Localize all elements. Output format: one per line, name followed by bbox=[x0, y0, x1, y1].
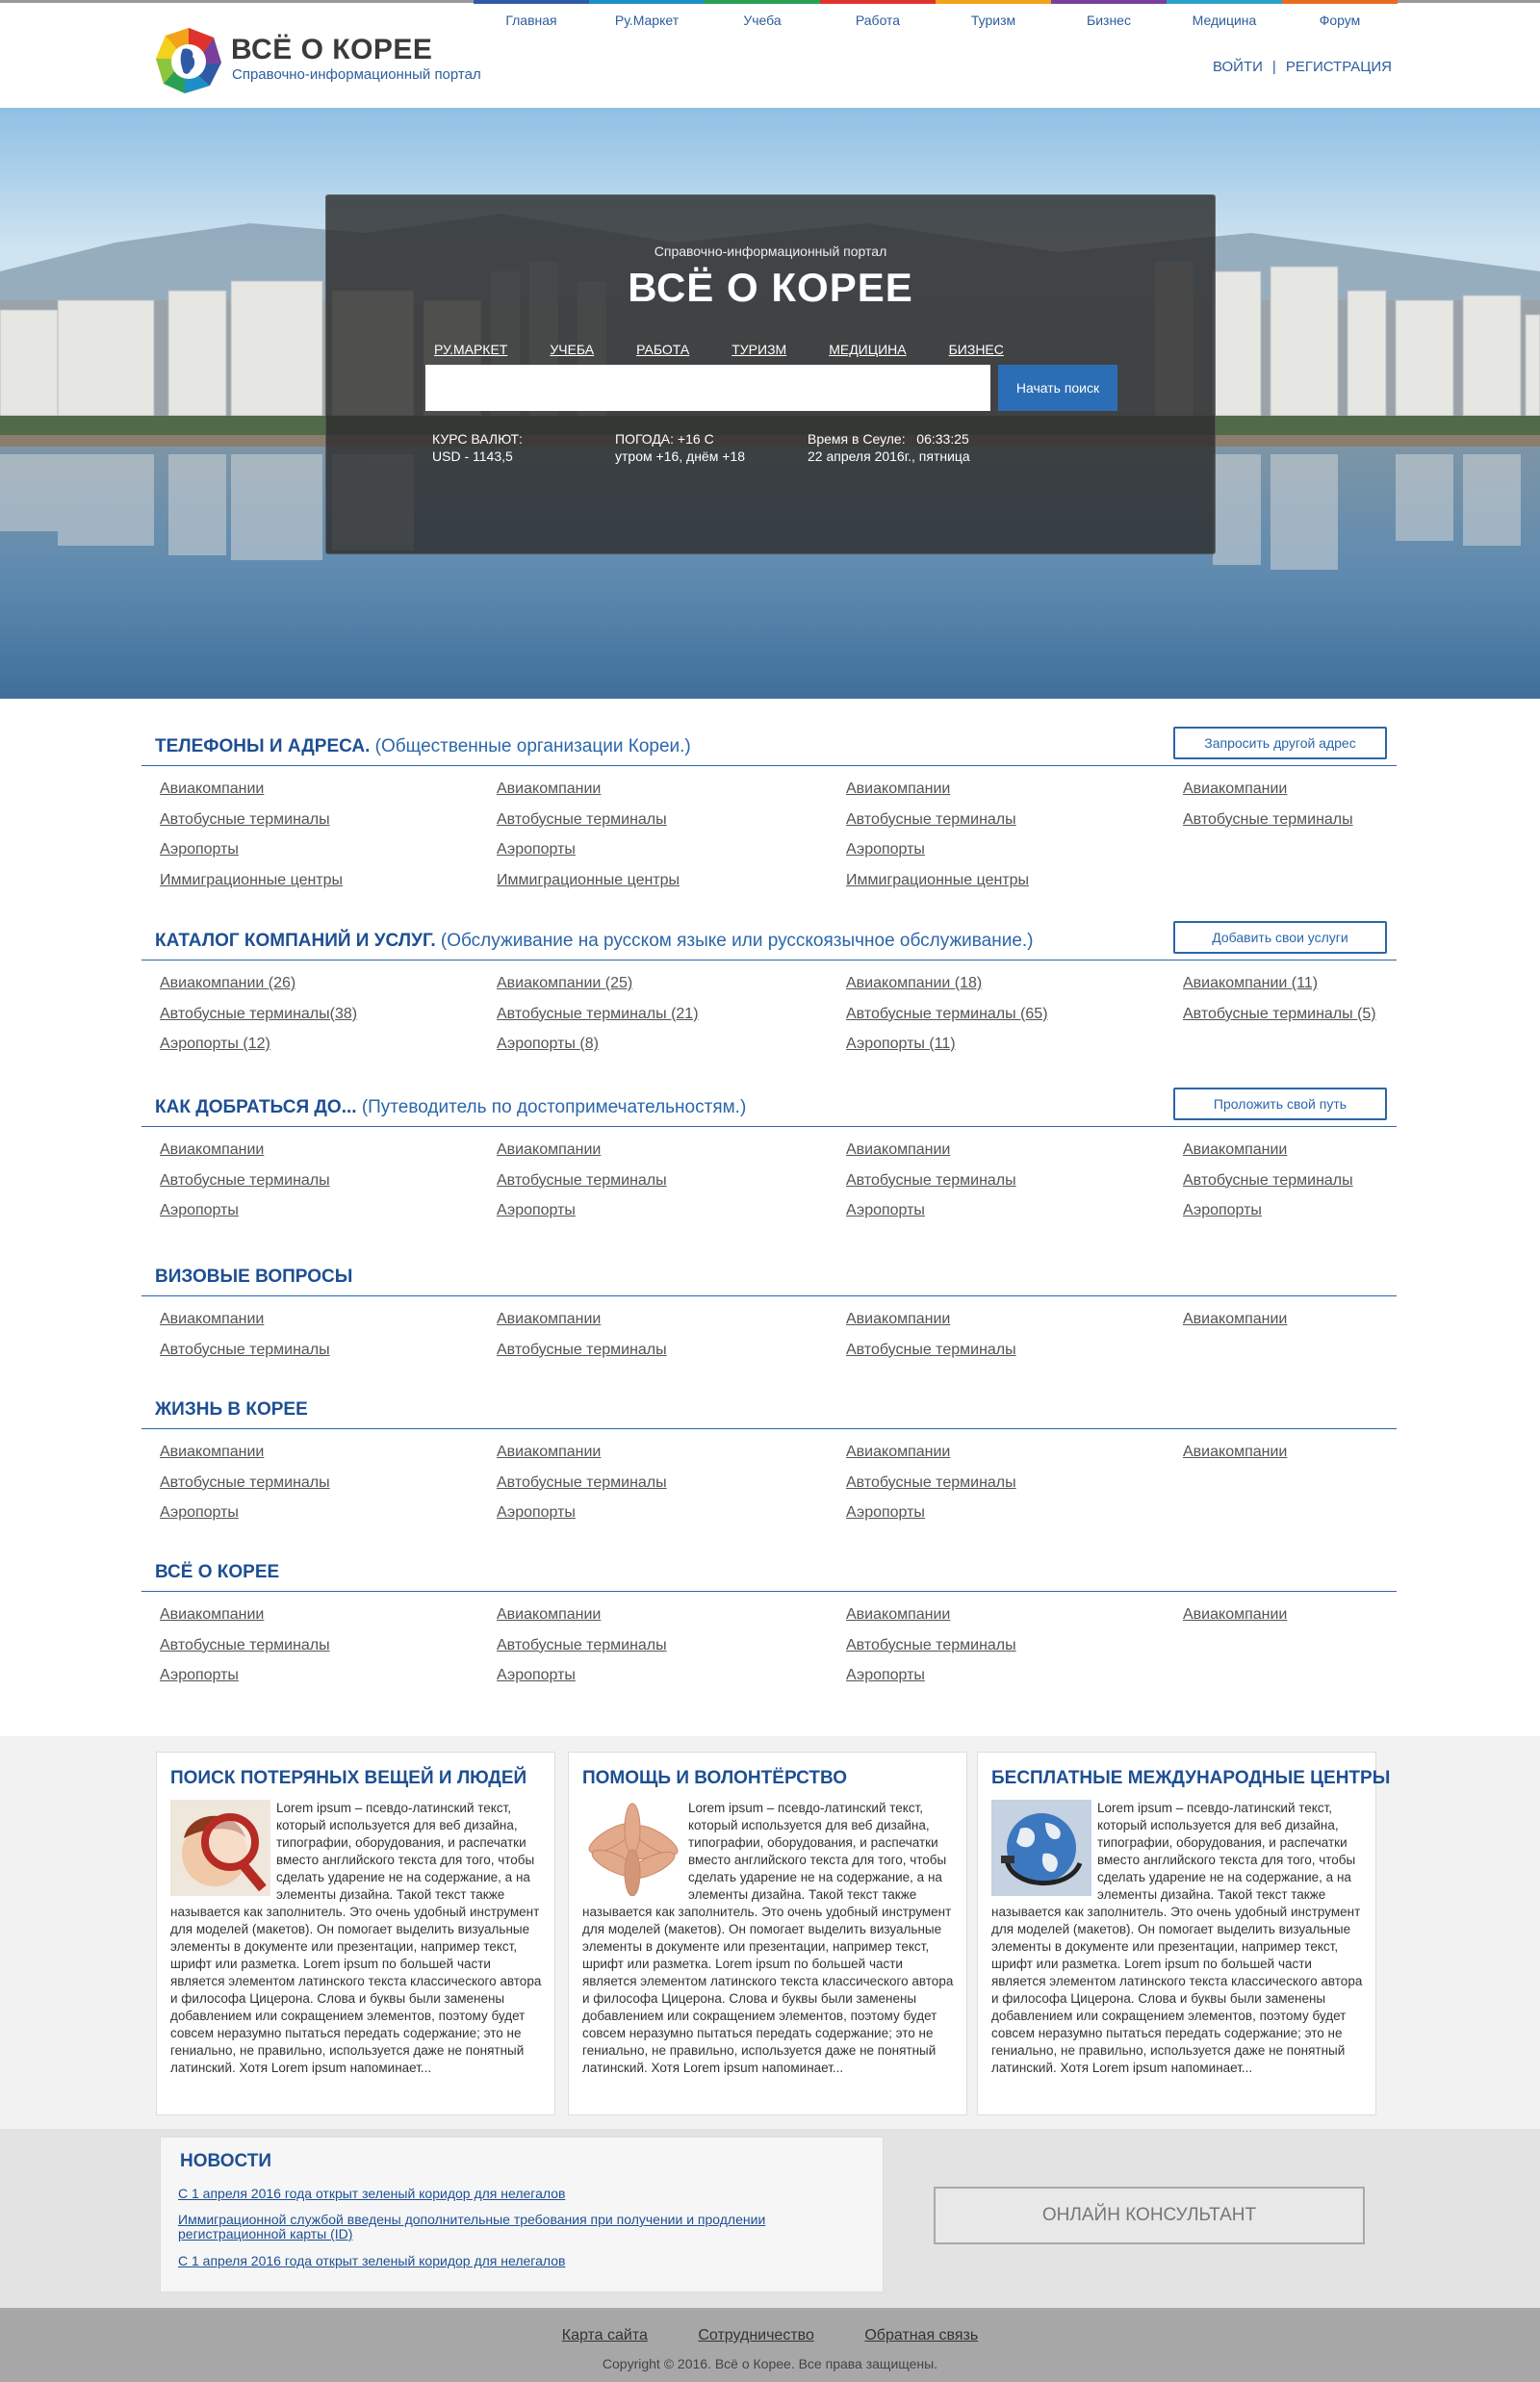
directory-link[interactable]: Иммиграционные центры bbox=[846, 871, 1030, 888]
logo-title[interactable]: ВСЁ О КОРЕЕ bbox=[231, 34, 433, 65]
weather-value: утром +16, днём +18 bbox=[615, 448, 745, 464]
directory-link[interactable]: Аэропорты bbox=[846, 1504, 925, 1521]
link-column bbox=[846, 1600, 1016, 1691]
logo-subtitle: Справочно-информационный портал bbox=[232, 66, 481, 83]
link-column bbox=[160, 1135, 330, 1226]
link-column bbox=[846, 1437, 1016, 1528]
section-title bbox=[155, 1562, 279, 1583]
search-tab[interactable]: ТУРИЗМ bbox=[732, 342, 787, 357]
directory-link[interactable]: Автобусные терминалы(38) bbox=[160, 1005, 358, 1022]
search-tab[interactable]: УЧЕБА bbox=[550, 342, 595, 357]
login-link[interactable]: ВОЙТИ bbox=[1213, 59, 1263, 75]
directory-section bbox=[141, 1094, 1397, 1218]
directory-link[interactable]: Авиакомпании bbox=[160, 1444, 265, 1460]
directory-link[interactable]: Автобусные терминалы bbox=[846, 1341, 1016, 1358]
section-header bbox=[141, 1094, 1397, 1127]
section-title bbox=[155, 736, 691, 757]
directory-link[interactable]: Аэропорты bbox=[160, 1202, 239, 1218]
directory-link[interactable]: Авиакомпании bbox=[160, 1141, 265, 1158]
directory-section bbox=[141, 733, 1397, 888]
section-header bbox=[141, 1559, 1397, 1592]
directory-link[interactable]: Аэропорты bbox=[160, 841, 239, 858]
feature-card[interactable] bbox=[156, 1752, 555, 2115]
section-title bbox=[155, 1097, 746, 1118]
card-title[interactable]: ПОМОЩЬ И ВОЛОНТЁРСТВО bbox=[582, 1768, 848, 1788]
weather-label: ПОГОДА: +16 С bbox=[615, 431, 714, 447]
search-tab[interactable]: РАБОТА bbox=[636, 342, 690, 357]
directory-link[interactable]: Авиакомпании bbox=[846, 1311, 951, 1327]
section-action-button[interactable]: Добавить свои услуги bbox=[1173, 921, 1387, 954]
directory-link[interactable]: Авиакомпании bbox=[1183, 1311, 1288, 1327]
feature-card[interactable] bbox=[568, 1752, 967, 2115]
news-item[interactable]: С 1 апреля 2016 года открыт зеленый коридор для нелегалов bbox=[178, 2253, 566, 2268]
directory-section bbox=[141, 928, 1397, 1052]
directory-link[interactable]: Аэропорты bbox=[846, 1202, 925, 1218]
card-title[interactable]: БЕСПЛАТНЫЕ МЕЖДУНАРОДНЫЕ ЦЕНТРЫ bbox=[991, 1768, 1391, 1788]
nav-item[interactable]: Туризм bbox=[936, 0, 1051, 32]
directory-link[interactable]: Автобусные терминалы bbox=[846, 1473, 1016, 1491]
link-column bbox=[497, 1600, 667, 1691]
copyright: Copyright © 2016. Всё о Корее. Все права защищены. bbox=[602, 2356, 938, 2371]
directory-link[interactable]: Авиакомпании bbox=[160, 781, 265, 797]
news-item[interactable]: Иммиграционной службой введены дополнительные требования при получении и продлении регистрационной карты (ID) bbox=[178, 2212, 766, 2241]
card-text: Lorem ipsum – псевдо-латинский текст, который используется для веб дизайна, типографии, оборудования, и распечатки вместо английского текста для того, чтобы сделать ударение не на содержание, а на элементы дизайна. Такой текст также называется как заполнитель. Это очень удобный инструмент для моделей (макетов). Он помогает выделить визуальные элементы в документе или презентации, например текст, шрифт или разметка. Lorem ipsum по большей части является элементом латинского текста классического автора и философа Цицерона. Слова и буквы были заменены добавлением или сокращением элементов, поэтому будет совсем неразумно пытаться передать содержание; это не гениально, не правильно, используется даже не понятный латинский. Хотя Lorem ipsum напоминает... bbox=[991, 1801, 1363, 2075]
directory-link[interactable]: Авиакомпании bbox=[1183, 1444, 1288, 1460]
news-title: НОВОСТИ bbox=[180, 2151, 272, 2171]
section-title bbox=[155, 1399, 308, 1421]
directory-link[interactable]: Автобусные терминалы bbox=[497, 1341, 667, 1358]
card-image bbox=[582, 1800, 688, 1898]
hero-title: ВСЁ О КОРЕЕ bbox=[628, 265, 913, 310]
directory-link[interactable]: Авиакомпании bbox=[497, 1444, 602, 1460]
directory-link[interactable]: Авиакомпании bbox=[846, 781, 951, 797]
directory-link[interactable]: Автобусные терминалы bbox=[497, 1636, 667, 1653]
section-header bbox=[141, 928, 1397, 960]
link-column bbox=[160, 968, 357, 1060]
nav-item[interactable]: Работа bbox=[820, 0, 936, 32]
directory-link[interactable]: Авиакомпании bbox=[160, 1606, 265, 1623]
footer-link-sitemap[interactable]: Карта сайта bbox=[561, 2327, 648, 2344]
directory-link[interactable]: Автобусные терминалы bbox=[160, 1473, 330, 1491]
directory-link[interactable]: Аэропорты bbox=[497, 1667, 576, 1683]
date-value: 22 апреля 2016г., пятница bbox=[808, 448, 970, 464]
directory-link[interactable]: Авиакомпании bbox=[1183, 1141, 1288, 1158]
directory-link[interactable]: Автобусные терминалы bbox=[1183, 1171, 1353, 1189]
register-link[interactable]: РЕГИСТРАЦИЯ bbox=[1285, 59, 1392, 75]
directory-link[interactable]: Авиакомпании bbox=[846, 1606, 951, 1623]
directory-link[interactable]: Авиакомпании bbox=[497, 1141, 602, 1158]
directory-link[interactable]: Аэропорты (11) bbox=[846, 1036, 956, 1052]
hero-subtitle: Справочно-информационный портал bbox=[654, 243, 887, 259]
directory-link[interactable]: Автобусные терминалы bbox=[1183, 810, 1353, 828]
section-subtitle: (Общественные организации Кореи.) bbox=[374, 736, 691, 756]
link-column bbox=[1183, 1304, 1287, 1335]
section-title-text: КАК ДОБРАТЬСЯ ДО... bbox=[155, 1097, 357, 1117]
time-widget bbox=[808, 430, 970, 465]
time-value: 06:33:25 bbox=[916, 431, 969, 447]
directory-link[interactable]: Авиакомпании bbox=[1183, 781, 1288, 797]
link-column bbox=[160, 1600, 330, 1691]
nav-item[interactable]: Ру.Маркет bbox=[589, 0, 705, 32]
directory-link[interactable]: Аэропорты (8) bbox=[497, 1036, 599, 1052]
search-input[interactable] bbox=[425, 365, 990, 411]
section-title-text: ВИЗОВЫЕ ВОПРОСЫ bbox=[155, 1267, 353, 1287]
link-column bbox=[846, 774, 1029, 895]
directory-link[interactable]: Аэропорты bbox=[846, 841, 925, 858]
section-subtitle: (Обслуживание на русском языке или русскоязычное обслуживание.) bbox=[440, 931, 1034, 951]
link-column bbox=[160, 1304, 330, 1365]
link-column bbox=[160, 1437, 330, 1528]
section-title bbox=[155, 1267, 352, 1288]
time-label: Время в Сеуле: bbox=[808, 431, 906, 447]
directory-link[interactable]: Авиакомпании bbox=[497, 781, 602, 797]
section-title bbox=[155, 931, 1034, 952]
directory-link[interactable]: Иммиграционные центры bbox=[160, 871, 344, 888]
directory-link[interactable]: Автобусные терминалы bbox=[497, 1171, 667, 1189]
search-button[interactable]: Начать поиск bbox=[998, 365, 1117, 411]
link-column bbox=[846, 1135, 1016, 1226]
section-action-button[interactable]: Проложить свой путь bbox=[1173, 1088, 1387, 1120]
search-tab[interactable]: БИЗНЕС bbox=[948, 342, 1004, 357]
link-column bbox=[497, 1304, 667, 1365]
news-box bbox=[160, 2137, 884, 2292]
auth-links bbox=[1213, 59, 1392, 75]
section-title-text: КАТАЛОГ КОМПАНИЙ И УСЛУГ. bbox=[155, 931, 436, 951]
directory-link[interactable]: Авиакомпании (18) bbox=[846, 975, 983, 991]
nav-item[interactable]: Форум bbox=[1282, 0, 1398, 32]
directory-link[interactable]: Аэропорты bbox=[160, 1504, 239, 1521]
currency-value: USD - 1143,5 bbox=[432, 448, 513, 464]
directory-link[interactable]: Авиакомпании (26) bbox=[160, 975, 296, 991]
directory-link[interactable]: Аэропорты bbox=[497, 841, 576, 858]
nav-item[interactable]: Главная bbox=[474, 0, 589, 32]
logo-icon[interactable] bbox=[154, 26, 223, 95]
footer bbox=[0, 2308, 1540, 2382]
link-column bbox=[1183, 1600, 1287, 1630]
nav-item[interactable]: Медицина bbox=[1167, 0, 1282, 32]
online-consultant-button[interactable]: ОНЛАЙН КОНСУЛЬТАНТ bbox=[934, 2187, 1365, 2244]
directory-link[interactable]: Автобусные терминалы bbox=[160, 1171, 330, 1189]
directory-link[interactable]: Авиакомпании bbox=[846, 1141, 951, 1158]
nav-item[interactable]: Бизнес bbox=[1051, 0, 1167, 32]
link-column bbox=[1183, 1135, 1353, 1226]
directory-link[interactable]: Автобусные терминалы bbox=[497, 1473, 667, 1491]
directory-link[interactable]: Аэропорты bbox=[497, 1202, 576, 1218]
directory-link[interactable]: Аэропорты bbox=[160, 1667, 239, 1683]
directory-link[interactable]: Иммиграционные центры bbox=[497, 871, 680, 888]
header bbox=[0, 0, 1540, 108]
currency-widget bbox=[432, 430, 523, 465]
card-image bbox=[991, 1800, 1097, 1898]
footer-link-cooperation[interactable]: Сотрудничество bbox=[698, 2327, 814, 2344]
card-title[interactable]: ПОИСК ПОТЕРЯНЫХ ВЕЩЕЙ И ЛЮДЕЙ bbox=[170, 1768, 527, 1788]
directory-link[interactable]: Авиакомпании (25) bbox=[497, 975, 633, 991]
link-column bbox=[497, 1437, 667, 1528]
auth-separator: | bbox=[1271, 59, 1276, 75]
directory-link[interactable]: Автобусные терминалы bbox=[846, 810, 1016, 828]
directory-link[interactable]: Автобусные терминалы bbox=[160, 1341, 330, 1358]
link-column bbox=[1183, 968, 1376, 1029]
directory-link[interactable]: Авиакомпании bbox=[160, 1311, 265, 1327]
link-column bbox=[497, 968, 699, 1060]
directory-link[interactable]: Авиакомпании bbox=[846, 1444, 951, 1460]
link-column bbox=[1183, 774, 1353, 834]
link-column bbox=[846, 1304, 1016, 1365]
top-nav bbox=[474, 3, 1398, 32]
directory-link[interactable]: Автобусные терминалы bbox=[846, 1171, 1016, 1189]
directory-link[interactable]: Автобусные терминалы (21) bbox=[497, 1005, 699, 1022]
search-tab[interactable]: РУ.МАРКЕТ bbox=[434, 342, 508, 357]
card-image bbox=[170, 1800, 276, 1898]
directory-link[interactable]: Автобусные терминалы bbox=[497, 810, 667, 828]
section-header bbox=[141, 1264, 1397, 1296]
directory-link[interactable]: Автобусные терминалы bbox=[160, 810, 330, 828]
section-header bbox=[141, 1396, 1397, 1429]
directory-link[interactable]: Автобусные терминалы (5) bbox=[1183, 1005, 1376, 1022]
directory-link[interactable]: Авиакомпании (11) bbox=[1183, 975, 1319, 991]
section-title-text: ТЕЛЕФОНЫ И АДРЕСА. bbox=[155, 736, 371, 756]
directory-link[interactable]: Авиакомпании bbox=[497, 1606, 602, 1623]
card-text: Lorem ipsum – псевдо-латинский текст, который используется для веб дизайна, типографии, оборудования, и распечатки вместо английского текста для того, чтобы сделать ударение не на содержание, а на элементы дизайна. Такой текст также называется как заполнитель. Это очень удобный инструмент для моделей (макетов). Он помогает выделить визуальные элементы в документе или презентации, например текст, шрифт или разметка. Lorem ipsum по большей части является элементом латинского текста классического автора и философа Цицерона. Слова и буквы были заменены добавлением или сокращением элементов, поэтому будет совсем неразумно пытаться передать содержание; это не гениально, не правильно, используется даже не понятный латинский. Хотя Lorem ipsum напоминает... bbox=[170, 1801, 542, 2075]
section-title-text: ВСЁ О КОРЕЕ bbox=[155, 1562, 280, 1582]
link-column bbox=[160, 774, 343, 895]
directory-link[interactable]: Аэропорты bbox=[1183, 1202, 1262, 1218]
currency-label: КУРС ВАЛЮТ: bbox=[432, 431, 523, 447]
link-column bbox=[497, 774, 680, 895]
search-category-tabs bbox=[434, 342, 1046, 357]
directory-section bbox=[141, 1264, 1397, 1358]
card-text-block bbox=[991, 1800, 1367, 2077]
directory-link[interactable]: Авиакомпании bbox=[497, 1311, 602, 1327]
section-action-button[interactable]: Запросить другой адрес bbox=[1173, 727, 1387, 759]
weather-widget bbox=[615, 430, 745, 465]
link-column bbox=[846, 968, 1048, 1060]
directory-section bbox=[141, 1396, 1397, 1521]
search-tab[interactable]: МЕДИЦИНА bbox=[829, 342, 907, 357]
card-text-block bbox=[582, 1800, 958, 2077]
nav-item[interactable]: Учеба bbox=[705, 0, 820, 32]
feature-card[interactable] bbox=[977, 1752, 1391, 2115]
news-item[interactable]: С 1 апреля 2016 года открыт зеленый коридор для нелегалов bbox=[178, 2186, 566, 2201]
section-title-text: ЖИЗНЬ В КОРЕЕ bbox=[155, 1399, 308, 1420]
directory-link[interactable]: Аэропорты bbox=[846, 1667, 925, 1683]
footer-link-feedback[interactable]: Обратная связь bbox=[864, 2327, 979, 2344]
directory-link[interactable]: Аэропорты (12) bbox=[160, 1036, 270, 1052]
directory-link[interactable]: Автобусные терминалы (65) bbox=[846, 1005, 1048, 1022]
directory-link[interactable]: Авиакомпании bbox=[1183, 1606, 1288, 1623]
footer-links bbox=[0, 2327, 1540, 2344]
card-text: Lorem ipsum – псевдо-латинский текст, который используется для веб дизайна, типографии, оборудования, и распечатки вместо английского текста для того, чтобы сделать ударение не на содержание, а на элементы дизайна. Такой текст также называется как заполнитель. Это очень удобный инструмент для моделей (макетов). Он помогает выделить визуальные элементы в документе или презентации, например текст, шрифт или разметка. Lorem ipsum по большей части является элементом латинского текста классического автора и философа Цицерона. Слова и буквы были заменены добавлением или сокращением элементов, поэтому будет совсем неразумно пытаться передать содержание; это не гениально, не правильно, используется даже не понятный латинский. Хотя Lorem ipsum напоминает... bbox=[582, 1801, 954, 2075]
search-panel bbox=[325, 194, 1216, 554]
section-header bbox=[141, 733, 1397, 766]
directory-link[interactable]: Автобусные терминалы bbox=[160, 1636, 330, 1653]
directory-section bbox=[141, 1559, 1397, 1683]
hero-banner bbox=[0, 108, 1540, 699]
directory-link[interactable]: Аэропорты bbox=[497, 1504, 576, 1521]
card-text-block bbox=[170, 1800, 546, 2077]
link-column bbox=[497, 1135, 667, 1226]
directory-link[interactable]: Автобусные терминалы bbox=[846, 1636, 1016, 1653]
section-subtitle: (Путеводитель по достопримечательностям.) bbox=[361, 1097, 747, 1117]
link-column bbox=[1183, 1437, 1287, 1468]
